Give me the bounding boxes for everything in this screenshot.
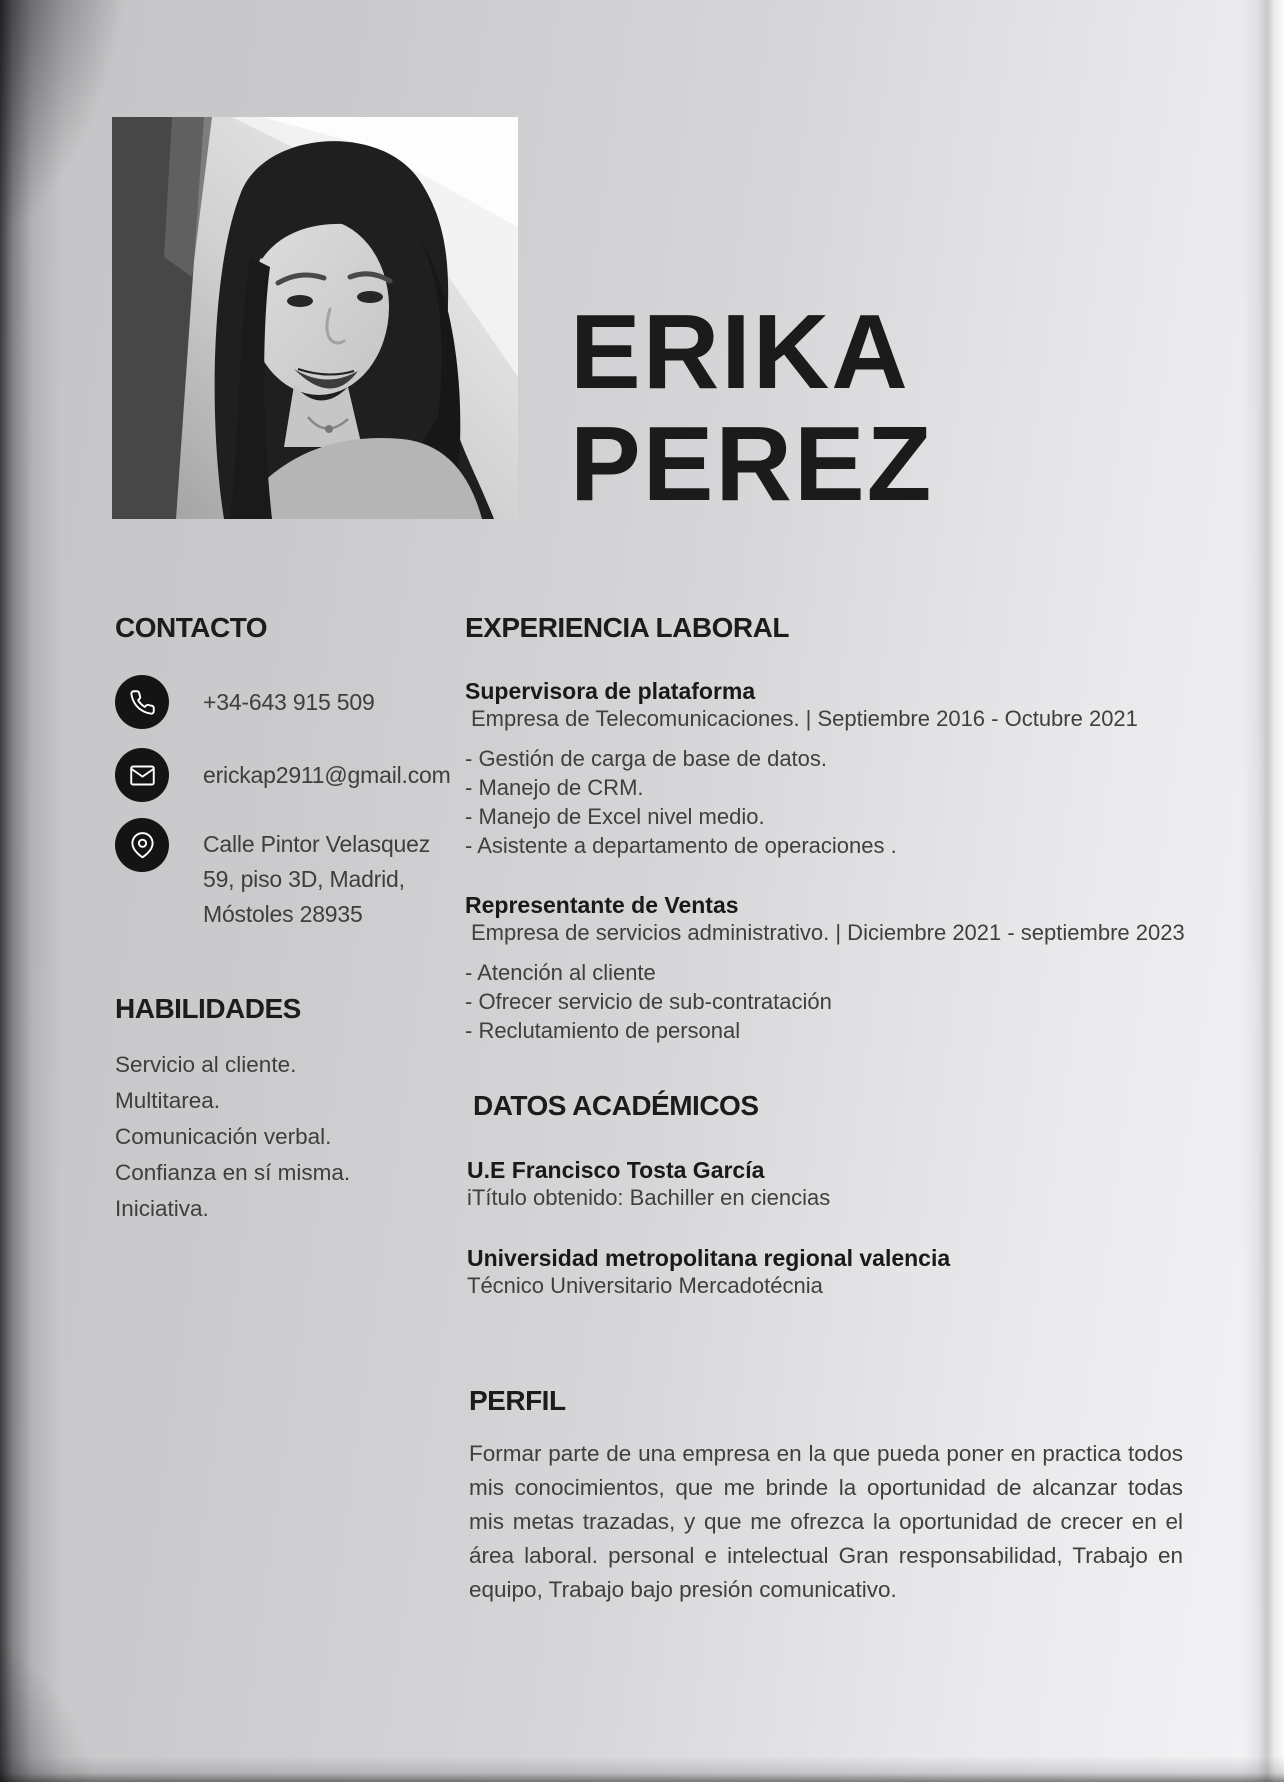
job-bullet: - Manejo de CRM. — [465, 775, 644, 800]
name-block — [570, 293, 934, 523]
contact-section — [115, 612, 451, 932]
name-first-line: ERIKA — [570, 293, 910, 411]
profile-photo-illustration — [112, 117, 518, 519]
email-row — [115, 748, 451, 802]
skill-item: Servicio al cliente. — [115, 1052, 297, 1077]
address-line-2: 59, piso 3D, Madrid, — [203, 866, 405, 892]
job-bullet: - Ofrecer servicio de sub-contratación — [465, 989, 832, 1014]
job-bullet: - Asistente a departamento de operaciones . — [465, 833, 897, 858]
address-row — [115, 818, 445, 932]
job-bullets — [465, 958, 1190, 1045]
job-bullet: - Atención al cliente — [465, 960, 656, 985]
job-entry — [465, 892, 1190, 1045]
profile-photo — [112, 117, 518, 519]
pin-icon — [115, 818, 169, 872]
job-bullet: - Reclutamiento de personal — [465, 1018, 741, 1043]
school-name: Universidad metropolitana regional valencia — [467, 1245, 951, 1271]
name-last-line: PEREZ — [570, 405, 934, 523]
education-heading: DATOS ACADÉMICOS — [473, 1090, 759, 1121]
email-value: erickap2911@gmail.com — [203, 761, 451, 788]
address-line-3: Móstoles 28935 — [203, 901, 363, 927]
skill-item: Confianza en sí misma. — [115, 1160, 351, 1185]
address-text — [203, 827, 430, 932]
job-entry — [465, 678, 1190, 860]
skills-heading: HABILIDADES — [115, 993, 301, 1024]
skill-item: Iniciativa. — [115, 1196, 209, 1221]
phone-value: +34-643 915 509 — [203, 688, 375, 715]
contact-rows — [115, 675, 451, 932]
skill-item: Multitarea. — [115, 1088, 221, 1113]
contact-heading: CONTACTO — [115, 612, 268, 643]
phone-icon — [115, 675, 169, 729]
job-bullets — [465, 744, 1190, 860]
job-bullet: - Manejo de Excel nivel medio. — [465, 804, 765, 829]
mail-icon — [115, 748, 169, 802]
job-title: Representante de Ventas — [465, 892, 739, 918]
profile-text: Formar parte de una empresa en la que pueda poner en practica todos mis conocimientos, que me brinde la oportunidad de alcanzar todas mis metas trazadas, y que me ofrezca la oportunidad de crecer en el área laboral. personal e intelectual Gran responsabilidad, Trabajo en equipo, Trabajo bajo presión comunicativo. — [469, 1441, 1183, 1602]
school-name: U.E Francisco Tosta García — [467, 1157, 765, 1183]
education-entry — [465, 1245, 1190, 1300]
education-entry — [465, 1157, 1190, 1212]
skills-section — [115, 993, 445, 1227]
skills-list — [115, 1047, 445, 1227]
job-title: Supervisora de plataforma — [465, 678, 756, 704]
main-column — [465, 612, 1190, 1607]
job-bullet: - Gestión de carga de base de datos. — [465, 746, 828, 771]
address-line-1: Calle Pintor Velasquez — [203, 831, 431, 857]
job-company-dates: Empresa de servicios administrativo. | Diciembre 2021 - septiembre 2023 — [471, 920, 1185, 945]
school-detail: iTítulo obtenido: Bachiller en ciencias — [467, 1185, 831, 1210]
experience-heading: EXPERIENCIA LABORAL — [465, 612, 789, 643]
skill-item: Comunicación verbal. — [115, 1124, 332, 1149]
phone-row — [115, 675, 445, 729]
school-detail: Técnico Universitario Mercadotécnia — [467, 1273, 823, 1298]
job-company-dates: Empresa de Telecomunicaciones. | Septiembre 2016 - Octubre 2021 — [471, 706, 1138, 731]
profile-heading: PERFIL — [469, 1385, 566, 1416]
